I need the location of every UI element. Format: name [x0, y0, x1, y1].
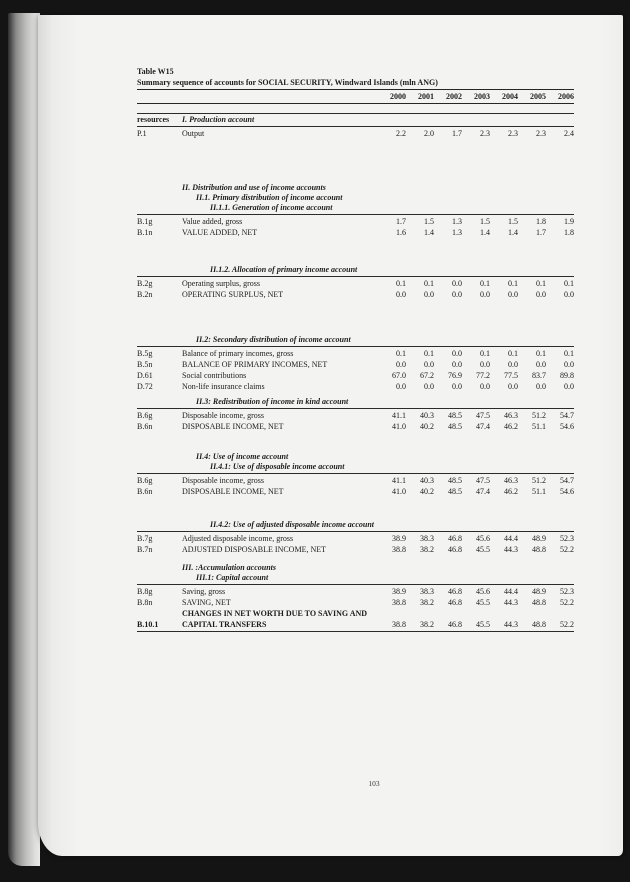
- cell-value: 41.1: [392, 476, 406, 485]
- resources-label: [137, 462, 182, 472]
- row-label: Balance of primary incomes, gross: [182, 349, 294, 358]
- row-label: VALUE ADDED, NET: [182, 228, 258, 237]
- cell-value: 45.6: [476, 534, 490, 543]
- table-row: [137, 216, 574, 227]
- cell-value: 0.1: [508, 279, 518, 288]
- cell-value: 47.5: [476, 411, 490, 420]
- cell-value: 48.9: [532, 534, 546, 543]
- year-column-header: 2002: [446, 92, 462, 101]
- cell-value: 0.0: [536, 290, 546, 299]
- row-label: DISPOSABLE INCOME, NET: [182, 487, 284, 496]
- account-section: [137, 113, 574, 139]
- section-heading-row: [137, 115, 574, 125]
- account-section: [137, 397, 574, 432]
- cell-value: 83.7: [532, 371, 546, 380]
- cell-value: 0.0: [480, 360, 490, 369]
- table-row: [137, 619, 574, 630]
- cell-value: 45.6: [476, 587, 490, 596]
- cell-value: 40.2: [420, 422, 434, 431]
- cell-value: 46.8: [448, 620, 462, 629]
- cell-value: 2.3: [536, 129, 546, 138]
- cell-value: 38.3: [420, 587, 434, 596]
- section-heading-row: [137, 462, 574, 472]
- cell-value: 46.8: [448, 587, 462, 596]
- cell-value: 48.8: [532, 598, 546, 607]
- table-title: Summary sequence of accounts for SOCIAL SECURITY, Windward Islands (mln ANG): [137, 77, 574, 90]
- account-section: [137, 335, 574, 392]
- section-heading: II.2: Secondary distribution of income account: [196, 335, 351, 344]
- cell-value: 0.1: [564, 349, 574, 358]
- cell-value: 48.5: [448, 476, 462, 485]
- cell-value: 41.1: [392, 411, 406, 420]
- cell-value: 44.3: [504, 545, 518, 554]
- row-code: B.10.1: [137, 620, 159, 629]
- cell-value: 0.1: [424, 279, 434, 288]
- year-column-header: 2005: [530, 92, 546, 101]
- cell-value: 45.5: [476, 620, 490, 629]
- row-code: B.6n: [137, 487, 153, 496]
- cell-value: 40.3: [420, 411, 434, 420]
- cell-value: 0.0: [396, 290, 406, 299]
- cell-value: 0.0: [396, 360, 406, 369]
- cell-value: 51.1: [532, 487, 546, 496]
- cell-value: 0.1: [564, 279, 574, 288]
- section-rows: [137, 474, 574, 497]
- cell-value: 76.9: [448, 371, 462, 380]
- cell-value: 1.4: [508, 228, 518, 237]
- row-code: B.5g: [137, 349, 153, 358]
- row-code: B.8g: [137, 587, 153, 596]
- cell-value: 0.0: [396, 382, 406, 391]
- table-row: [137, 278, 574, 289]
- section-heading-group: [137, 563, 574, 585]
- section-heading-row: [137, 183, 574, 193]
- section-heading-row: [137, 335, 574, 345]
- cell-value: 38.8: [392, 598, 406, 607]
- cell-value: 1.8: [564, 228, 574, 237]
- section-heading-row: [137, 265, 574, 275]
- row-code: B.6n: [137, 422, 153, 431]
- section-heading: II.3: Redistribution of income in kind account: [196, 397, 349, 406]
- cell-value: 0.1: [396, 349, 406, 358]
- cell-value: 0.1: [508, 349, 518, 358]
- cell-value: 44.3: [504, 598, 518, 607]
- cell-value: 0.0: [424, 290, 434, 299]
- cell-value: 1.5: [508, 217, 518, 226]
- account-section: [137, 452, 574, 497]
- row-label: Value added, gross: [182, 217, 243, 226]
- row-code: B.6g: [137, 476, 153, 485]
- cell-value: 48.5: [448, 422, 462, 431]
- cell-value: 1.7: [536, 228, 546, 237]
- cell-value: 46.2: [504, 422, 518, 431]
- cell-value: 52.2: [560, 620, 574, 629]
- resources-label: [137, 183, 182, 193]
- cell-value: 46.8: [448, 598, 462, 607]
- table-row: [137, 410, 574, 421]
- row-code: B.5n: [137, 360, 153, 369]
- row-code: B.1g: [137, 217, 153, 226]
- row-code: B.8n: [137, 598, 153, 607]
- section-rows: [137, 409, 574, 432]
- cell-value: 0.0: [452, 360, 462, 369]
- cell-value: 2.0: [424, 129, 434, 138]
- row-label: Saving, gross: [182, 587, 226, 596]
- cell-value: 51.1: [532, 422, 546, 431]
- cell-value: 46.8: [448, 545, 462, 554]
- table-row: [137, 348, 574, 359]
- resources-label: [137, 203, 182, 213]
- cell-value: 0.1: [424, 349, 434, 358]
- table-row: [137, 597, 574, 608]
- table-row: [137, 475, 574, 486]
- cell-value: 45.5: [476, 598, 490, 607]
- cell-value: 51.2: [532, 476, 546, 485]
- cell-value: 0.1: [396, 279, 406, 288]
- section-heading-group: [137, 265, 574, 277]
- cell-value: 0.0: [480, 290, 490, 299]
- cell-value: 1.7: [452, 129, 462, 138]
- section-heading-row: [137, 193, 574, 203]
- section-rows: [137, 215, 574, 238]
- row-label: Disposable income, gross: [182, 476, 264, 485]
- cell-value: 2.3: [508, 129, 518, 138]
- year-column-header: 2006: [558, 92, 574, 101]
- table-row: [137, 586, 574, 597]
- cell-value: 52.3: [560, 534, 574, 543]
- cell-value: 0.1: [536, 279, 546, 288]
- section-heading: II.1.1. Generation of income account: [210, 203, 333, 212]
- row-code: [137, 608, 182, 619]
- account-section: [137, 183, 574, 238]
- table-row: [137, 128, 574, 139]
- resources-label: [137, 265, 182, 275]
- resources-label: [137, 520, 182, 530]
- year-row-label-spacer: [182, 91, 378, 102]
- section-rows: [137, 347, 574, 392]
- section-heading: II.1.2. Allocation of primary income account: [210, 265, 358, 274]
- cell-value: 1.5: [480, 217, 490, 226]
- account-section: [137, 265, 574, 300]
- section-heading-row: [137, 397, 574, 407]
- cell-value: 0.0: [424, 382, 434, 391]
- cell-value: 54.6: [560, 422, 574, 431]
- section-heading-row: [137, 573, 574, 583]
- cell-value: 52.2: [560, 598, 574, 607]
- resources-label: [137, 452, 182, 462]
- cell-value: 46.2: [504, 487, 518, 496]
- section-heading: II.4: Use of income account: [196, 452, 289, 461]
- resources-label: [137, 193, 182, 203]
- row-code: B.1n: [137, 228, 153, 237]
- cell-value: 1.8: [536, 217, 546, 226]
- cell-value: 2.2: [396, 129, 406, 138]
- row-label: CHANGES IN NET WORTH DUE TO SAVING AND: [182, 609, 368, 618]
- cell-value: 1.9: [564, 217, 574, 226]
- cell-value: 2.4: [564, 129, 574, 138]
- table-row: [137, 486, 574, 497]
- cell-value: 41.0: [392, 422, 406, 431]
- cell-value: 40.3: [420, 476, 434, 485]
- cell-value: 89.8: [560, 371, 574, 380]
- section-rows: [137, 532, 574, 555]
- cell-value: 0.0: [480, 382, 490, 391]
- row-code: B.7n: [137, 545, 153, 554]
- resources-label: [137, 563, 182, 573]
- cell-value: 1.6: [396, 228, 406, 237]
- row-label: Disposable income, gross: [182, 411, 264, 420]
- cell-value: 38.9: [392, 587, 406, 596]
- year-column-header: 2001: [418, 92, 434, 101]
- row-label: Adjusted disposable income, gross: [182, 534, 294, 543]
- section-heading-group: [137, 452, 574, 474]
- cell-value: 46.8: [448, 534, 462, 543]
- cell-value: 0.0: [536, 360, 546, 369]
- cell-value: 38.9: [392, 534, 406, 543]
- year-column-header: 2000: [390, 92, 406, 101]
- cell-value: 41.0: [392, 487, 406, 496]
- cell-value: 46.3: [504, 476, 518, 485]
- section-rows: [137, 127, 574, 139]
- year-column-header: 2004: [502, 92, 518, 101]
- cell-value: 1.7: [396, 217, 406, 226]
- section-heading-row: [137, 563, 574, 573]
- table-row: [137, 421, 574, 432]
- row-code: B.2n: [137, 290, 153, 299]
- cell-value: 1.4: [480, 228, 490, 237]
- year-header-row: [137, 90, 574, 104]
- row-label: DISPOSABLE INCOME, NET: [182, 422, 284, 431]
- table-row: [137, 544, 574, 555]
- section-heading: II.4.1: Use of disposable income account: [210, 462, 345, 471]
- cell-value: 40.2: [420, 487, 434, 496]
- cell-value: 52.3: [560, 587, 574, 596]
- section-heading: III. :Accumulation accounts: [182, 563, 277, 572]
- cell-value: 0.0: [564, 290, 574, 299]
- table-row: [137, 359, 574, 370]
- table-row: [137, 381, 574, 392]
- cell-value: 2.3: [480, 129, 490, 138]
- row-label: Output: [182, 129, 205, 138]
- cell-value: 0.0: [508, 360, 518, 369]
- cell-value: 0.0: [564, 382, 574, 391]
- cell-value: 38.8: [392, 545, 406, 554]
- cell-value: 0.0: [564, 360, 574, 369]
- table-id: Table W15: [137, 67, 174, 76]
- section-heading-group: [137, 520, 574, 532]
- cell-value: 0.0: [508, 290, 518, 299]
- cell-value: 51.2: [532, 411, 546, 420]
- section-heading: II.1. Primary distribution of income account: [196, 193, 343, 202]
- cell-value: 0.0: [508, 382, 518, 391]
- cell-value: 67.0: [392, 371, 406, 380]
- account-section: [137, 520, 574, 555]
- cell-value: 77.2: [476, 371, 490, 380]
- cell-value: 1.4: [424, 228, 434, 237]
- cell-value: 38.8: [392, 620, 406, 629]
- year-row-code-spacer: [137, 91, 182, 102]
- cell-value: 48.8: [532, 545, 546, 554]
- section-heading: III.1: Capital account: [196, 573, 269, 582]
- row-label: Social contributions: [182, 371, 247, 380]
- resources-label: [137, 573, 182, 583]
- section-heading-group: [137, 113, 574, 127]
- resources-label: resources: [137, 115, 170, 124]
- row-label: BALANCE OF PRIMARY INCOMES, NET: [182, 360, 328, 369]
- cell-value: 44.4: [504, 534, 518, 543]
- table-row: [137, 608, 574, 619]
- cell-value: 38.2: [420, 598, 434, 607]
- section-heading-row: [137, 520, 574, 530]
- cell-value: 0.1: [536, 349, 546, 358]
- section-rows: [137, 277, 574, 300]
- cell-value: 38.3: [420, 534, 434, 543]
- cell-value: 48.8: [532, 620, 546, 629]
- cell-value: 0.0: [452, 349, 462, 358]
- cell-value: 67.2: [420, 371, 434, 380]
- section-heading-group: [137, 335, 574, 347]
- section-heading-row: [137, 203, 574, 213]
- section-heading: II. Distribution and use of income accounts: [182, 183, 326, 192]
- document-page: [38, 15, 623, 856]
- cell-value: 1.3: [452, 217, 462, 226]
- cell-value: 0.0: [452, 279, 462, 288]
- account-section: [137, 563, 574, 632]
- table-row: [137, 370, 574, 381]
- cell-value: 46.3: [504, 411, 518, 420]
- year-column-header: 2003: [474, 92, 490, 101]
- row-code: D.61: [137, 371, 153, 380]
- cell-value: 0.1: [480, 349, 490, 358]
- row-code: B.6g: [137, 411, 153, 420]
- section-rows: [137, 585, 574, 632]
- row-code: B.7g: [137, 534, 153, 543]
- cell-value: 0.0: [536, 382, 546, 391]
- cell-value: 48.5: [448, 487, 462, 496]
- cell-value: 1.5: [424, 217, 434, 226]
- section-heading: II.4.2: Use of adjusted disposable income account: [210, 520, 374, 529]
- cell-value: 48.9: [532, 587, 546, 596]
- cell-value: 54.7: [560, 411, 574, 420]
- cell-value: 77.5: [504, 371, 518, 380]
- cell-value: 38.2: [420, 620, 434, 629]
- cell-value: 0.1: [480, 279, 490, 288]
- cell-value: 38.2: [420, 545, 434, 554]
- row-code: P.1: [137, 129, 147, 138]
- page-number: 103: [368, 779, 380, 788]
- cell-value: 48.5: [448, 411, 462, 420]
- table-content: [137, 66, 574, 632]
- section-heading: I. Production account: [182, 115, 255, 124]
- cell-value: 47.4: [476, 422, 490, 431]
- section-heading-group: [137, 183, 574, 215]
- cell-value: 0.0: [452, 290, 462, 299]
- cell-value: 54.6: [560, 487, 574, 496]
- row-label: Non-life insurance claims: [182, 382, 265, 391]
- table-row: [137, 227, 574, 238]
- section-heading-row: [137, 452, 574, 462]
- row-code: D.72: [137, 382, 153, 391]
- table-row: [137, 533, 574, 544]
- cell-value: 47.4: [476, 487, 490, 496]
- resources-label: [137, 335, 182, 345]
- cell-value: 44.4: [504, 587, 518, 596]
- cell-value: 44.3: [504, 620, 518, 629]
- row-label: ADJUSTED DISPOSABLE INCOME, NET: [182, 545, 327, 554]
- cell-value: 47.5: [476, 476, 490, 485]
- resources-label: [137, 397, 182, 407]
- cell-value: 0.0: [452, 382, 462, 391]
- row-label: Operating surplus, gross: [182, 279, 260, 288]
- cell-value: 1.3: [452, 228, 462, 237]
- cell-value: 54.7: [560, 476, 574, 485]
- sections: [137, 113, 574, 632]
- row-label: OPERATING SURPLUS, NET: [182, 290, 284, 299]
- cell-value: 45.5: [476, 545, 490, 554]
- row-label: SAVING, NET: [182, 598, 231, 607]
- section-heading-group: [137, 397, 574, 409]
- cell-value: 52.2: [560, 545, 574, 554]
- book-page-edge-stack: [8, 13, 40, 866]
- row-label: CAPITAL TRANSFERS: [182, 620, 267, 629]
- cell-value: 0.0: [424, 360, 434, 369]
- row-code: B.2g: [137, 279, 153, 288]
- table-row: [137, 289, 574, 300]
